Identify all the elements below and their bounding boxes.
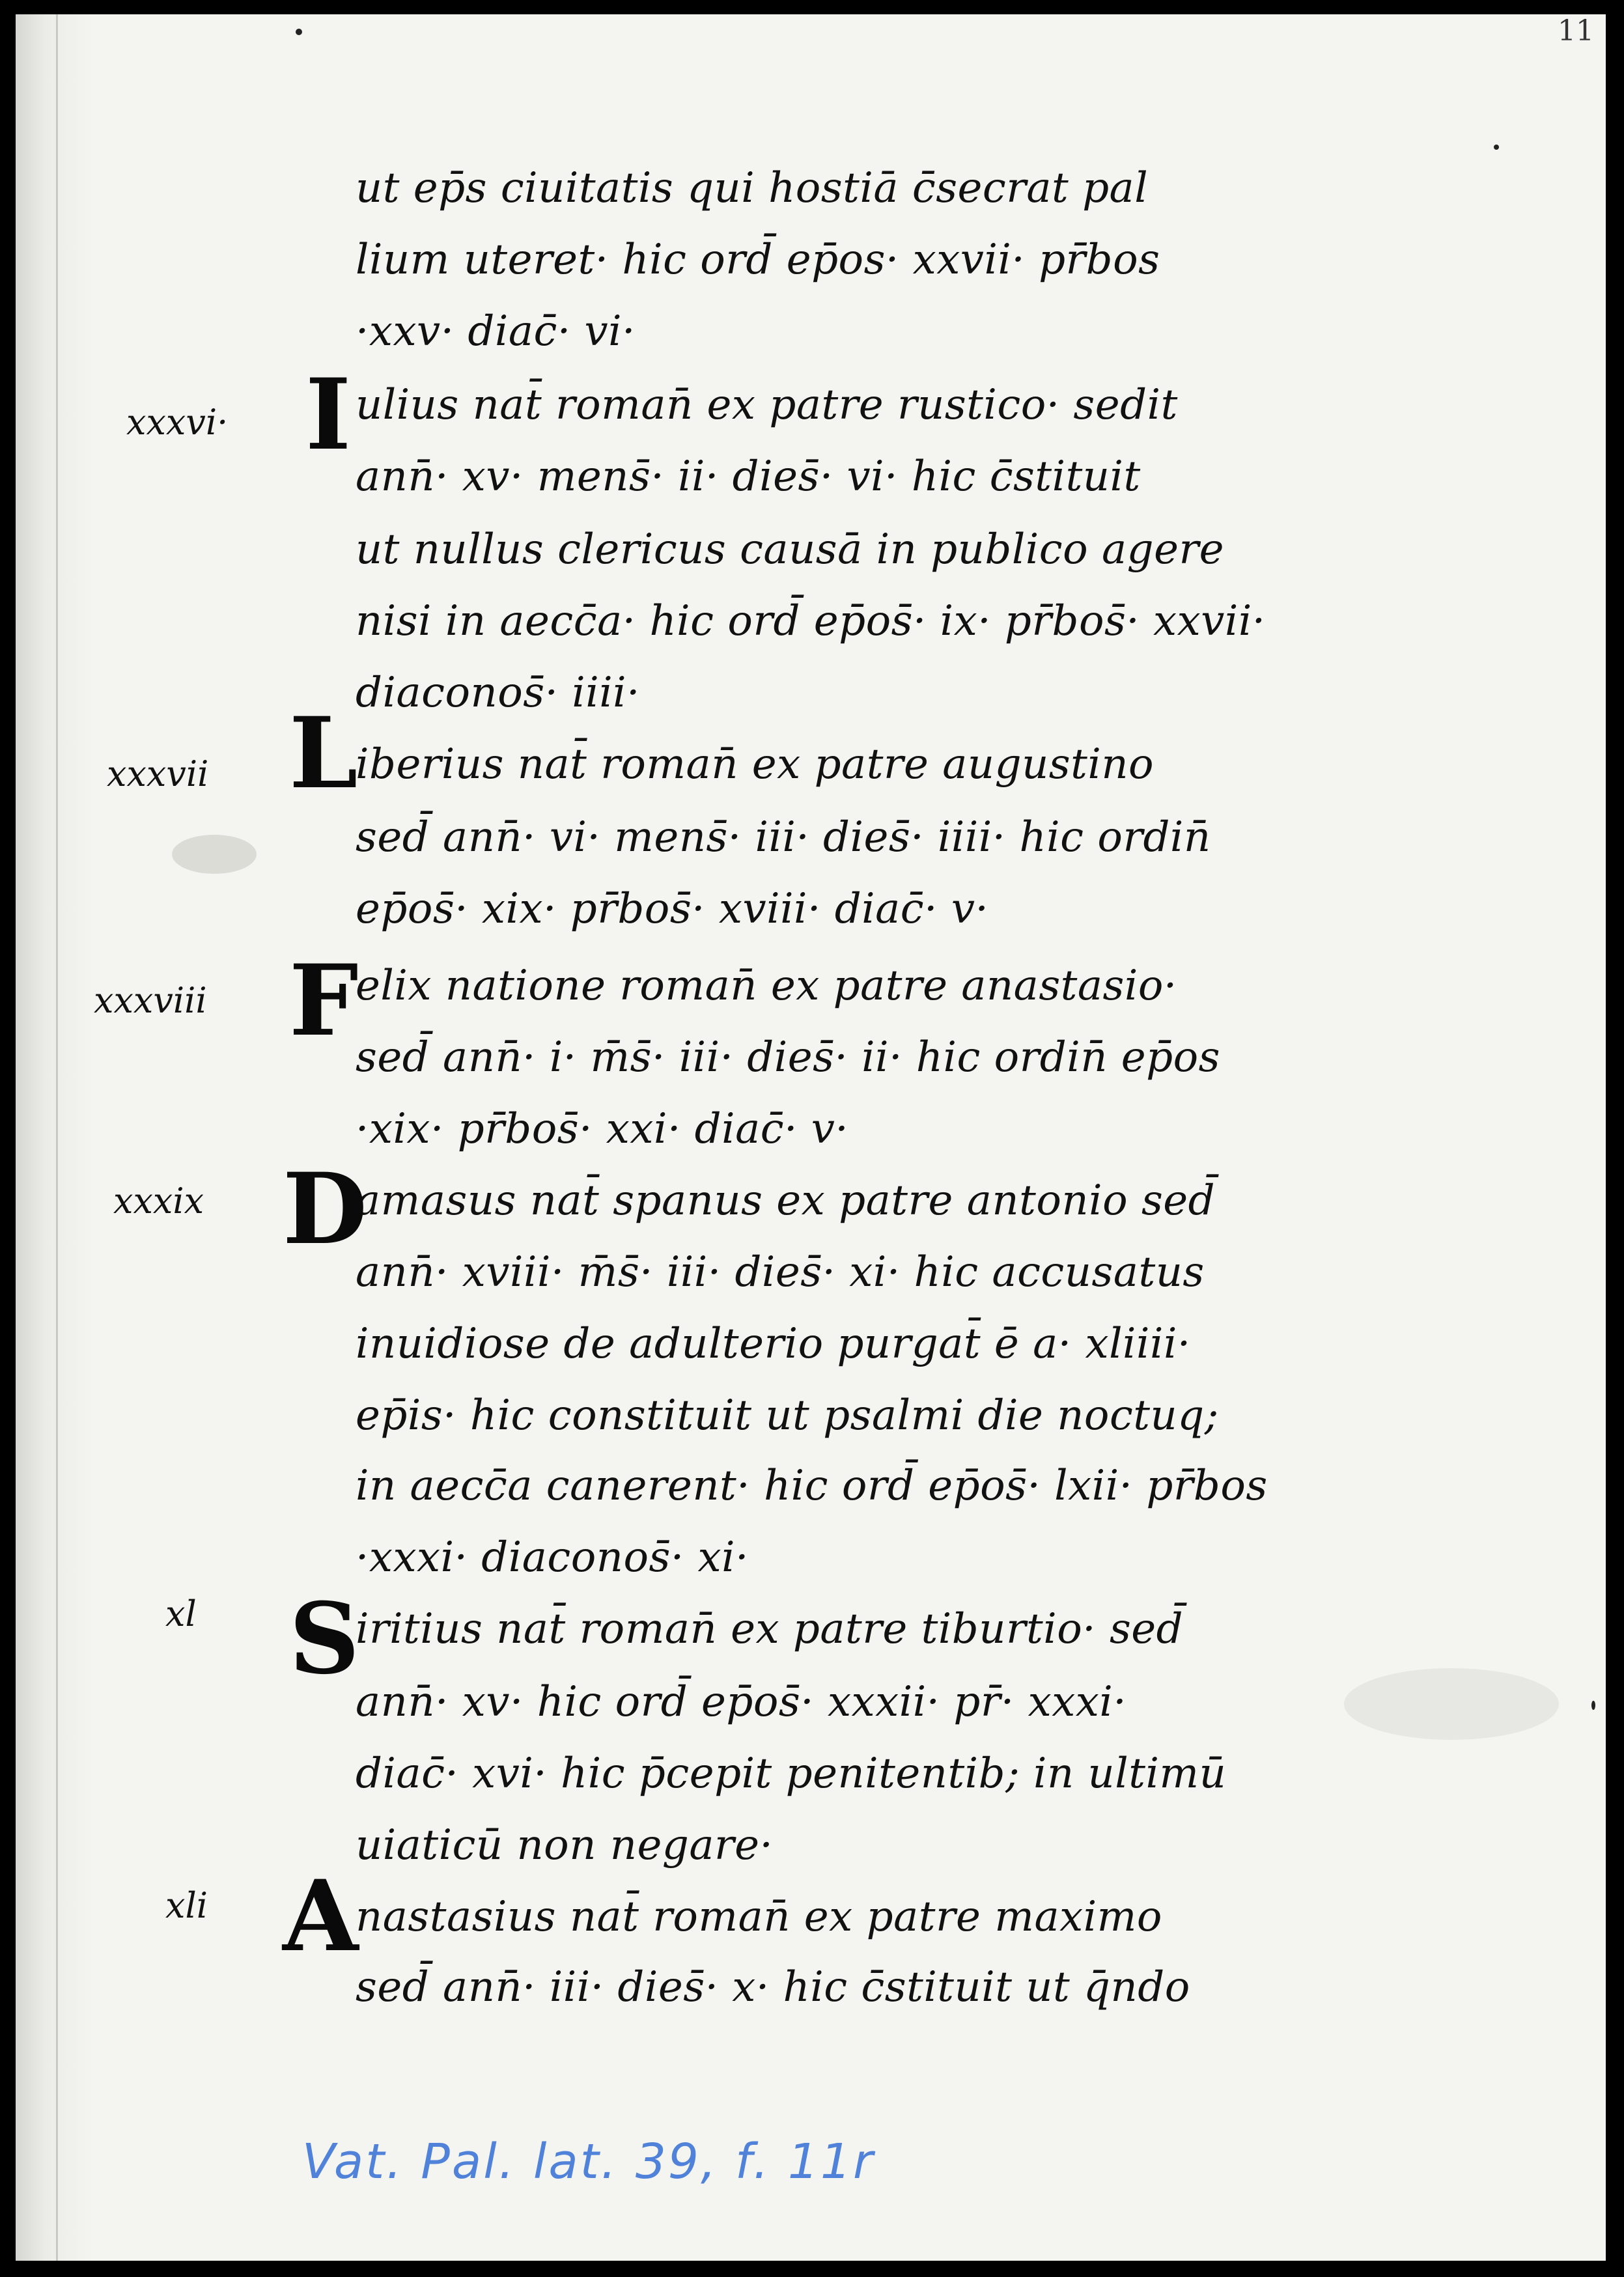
text-line: sed̄ ann̄· iii· dies̄· x· hic c̄stituit ut q̄ndo — [356, 1963, 1190, 2011]
ink-speck — [296, 29, 302, 35]
text-line: ulius nat̄ roman̄ ex patre rustico· sedit — [356, 381, 1178, 429]
entry-initial: D — [283, 1152, 368, 1266]
stain-mark — [172, 835, 257, 874]
text-line: sed̄ ann̄· i· m̄s̄· iii· dies̄· ii· hic ordin̄ ep̄os — [356, 1033, 1220, 1082]
ink-speck — [1494, 145, 1499, 150]
text-line: ep̄is· hic constituit ut psalmi die noctuq; — [356, 1391, 1219, 1440]
entry-initial: S — [289, 1582, 360, 1696]
manuscript-page — [16, 14, 1606, 2261]
stain-mark — [1344, 1668, 1559, 1740]
text-line: lium uteret· hic ord̄ ep̄os· xxvii· pr̄bos — [356, 236, 1160, 284]
text-line: ·xix· pr̄bos̄· xxi· diac̄· v· — [356, 1105, 849, 1153]
entry-numeral: xl — [165, 1593, 197, 1634]
gutter-fold-line — [56, 14, 58, 2261]
text-line: iberius nat̄ roman̄ ex patre augustino — [356, 740, 1155, 789]
text-line: in aecc̄a canerent· hic ord̄ ep̄os̄· lxii· pr̄bos — [356, 1462, 1268, 1510]
entry-initial: F — [289, 943, 359, 1058]
ink-speck — [1591, 1701, 1595, 1710]
entry-numeral: xxxvi· — [126, 402, 229, 443]
text-line: ut nullus clericus causā in publico agere — [356, 525, 1224, 574]
text-line: sed̄ ann̄· vi· mens̄· iii· dies̄· iiii· hic ordin̄ — [356, 813, 1211, 861]
folio-corner-number: 11 — [1558, 14, 1594, 48]
text-line: diaconos̄· iiii· — [356, 669, 640, 717]
text-line: ·xxxi· diaconos̄· xi· — [356, 1533, 749, 1582]
text-line: ann̄· xv· mens̄· ii· dies̄· vi· hic c̄stituit — [356, 453, 1141, 501]
text-line: nisi in aecc̄a· hic ord̄ ep̄os̄· ix· pr̄bos̄· xxvii· — [356, 597, 1266, 645]
entry-initial: A — [283, 1859, 359, 1974]
entry-numeral: xxxvii — [107, 753, 209, 794]
text-line: diac̄· xvi· hic p̄cepit penitentib; in ultimū — [356, 1750, 1227, 1798]
shelfmark-annotation: Vat. Pal. lat. 39, f. 11r — [302, 2134, 875, 2190]
text-line: inuidiose de adulterio purgat̄ ē a· xliiii· — [356, 1320, 1191, 1368]
entry-numeral: xxxviii — [94, 980, 207, 1021]
entry-numeral: xli — [165, 1885, 208, 1926]
text-line: elix natione roman̄ ex patre anastasio· — [356, 962, 1177, 1010]
text-line: nastasius nat̄ roman̄ ex patre maximo — [356, 1893, 1162, 1941]
text-line: ut ep̄s ciuitatis qui hostiā c̄secrat pal — [356, 164, 1149, 212]
entry-initial: I — [305, 357, 352, 472]
text-line: ann̄· xviii· m̄s̄· iii· dies̄· xi· hic accusatus — [356, 1248, 1205, 1296]
entry-numeral: xxxix — [113, 1180, 204, 1222]
page-gutter-shadow — [16, 14, 94, 2261]
text-line: ·xxv· diac̄· vi· — [356, 307, 636, 356]
text-line: uiaticū non negare· — [356, 1821, 774, 1869]
text-line: ann̄· xv· hic ord̄ ep̄os̄· xxxii· pr̄· xxxi· — [356, 1678, 1127, 1726]
text-line: ep̄os̄· xix· pr̄bos̄· xviii· diac̄· v· — [356, 885, 989, 933]
text-line: amasus nat̄ spanus ex patre antonio sed̄ — [356, 1177, 1216, 1225]
text-line: iritius nat̄ roman̄ ex patre tiburtio· sed̄ — [356, 1605, 1184, 1653]
entry-initial: L — [289, 696, 358, 811]
